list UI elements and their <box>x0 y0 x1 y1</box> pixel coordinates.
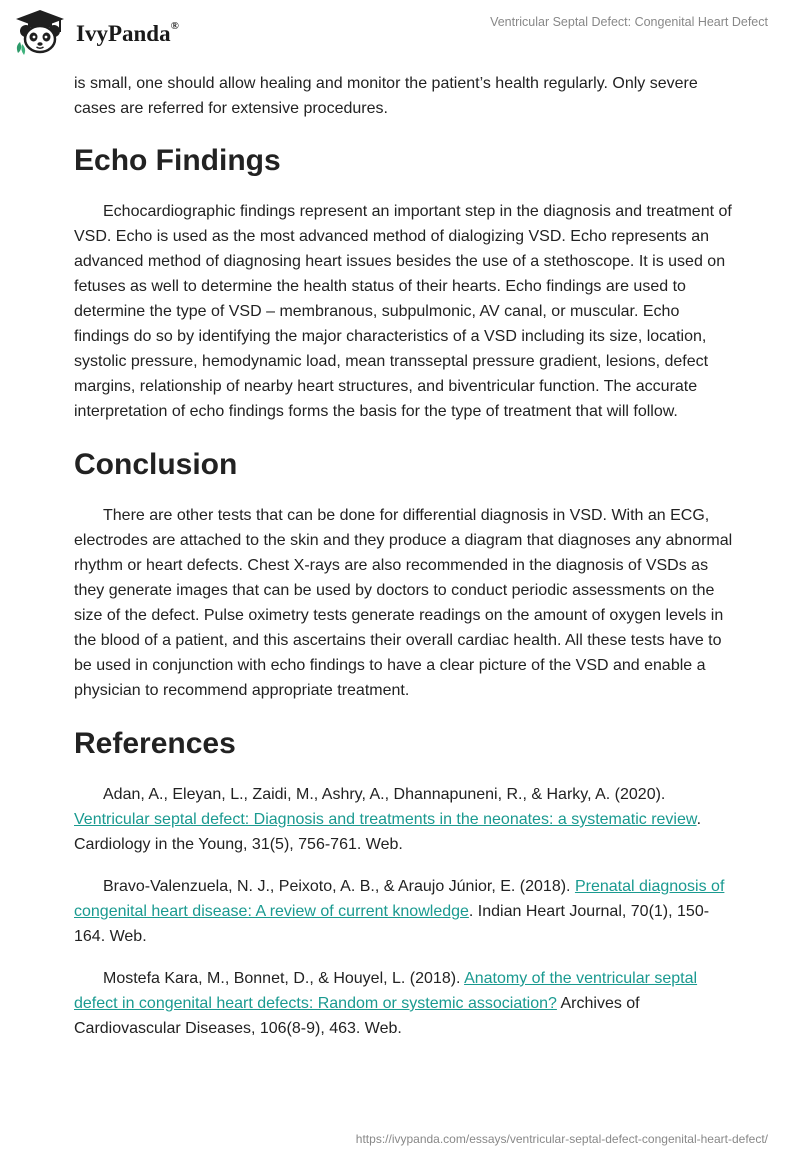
panda-graduate-icon <box>14 8 66 56</box>
reference-authors: Bravo-Valenzuela, N. J., Peixoto, A. B., & Araujo Júnior, E. (2018). <box>103 878 575 895</box>
ivypanda-logo[interactable] <box>14 8 204 56</box>
document-title: Ventricular Septal Defect: Congenital Heart Defect <box>490 15 768 29</box>
reference-authors: Mostefa Kara, M., Bonnet, D., & Houyel, L. (2018). <box>103 970 465 987</box>
reference-entry <box>74 874 734 949</box>
heading-conclusion: Conclusion <box>74 448 238 481</box>
reference-source: . Indian Heart Journal, 70(1), 150-164. Web. <box>74 903 710 945</box>
article-body <box>74 71 734 1041</box>
logo-wordmark: IvyPanda® <box>76 20 179 46</box>
heading-references: References <box>74 727 236 760</box>
footer-source-url[interactable]: https://ivypanda.com/essays/ventricular-septal-defect-congenital-heart-defect/ <box>355 1132 768 1146</box>
conclusion-paragraph: There are other tests that can be done for differential diagnosis in VSD. With an ECG, electrodes are attached to the skin and they produce a diagram that diagnoses any abnormal rhythm or heart defects. Chest X-rays are also recommended in the diagnosis of VSDs as they generate images that can be used by doctors to conduct periodic assessments on the size of the defect. Pulse oximetry tests generate readings on the amount of oxygen levels in the blood of a patient, and this ascertains their overall cardiac health. All these tests have to be used in conjunction with echo findings to have a clear picture of the VSD and enable a physician to recommend appropriate treatment. <box>74 507 733 699</box>
reference-link[interactable]: Prenatal diagnosis of congenital heart disease: A review of current knowledge <box>74 878 725 920</box>
intro-continuation-paragraph: is small, one should allow healing and monitor the patient’s health regularly. Only severe cases are referred for extensive procedures. <box>74 75 698 117</box>
reference-entry <box>74 782 734 857</box>
reference-link[interactable]: Anatomy of the ventricular septal defect in congenital heart defects: Random or systemic association? <box>74 970 698 1012</box>
reference-link[interactable]: Ventricular septal defect: Diagnosis and treatments in the neonates: a systematic review <box>74 811 697 828</box>
registered-mark: ® <box>170 20 179 32</box>
heading-echo-findings: Echo Findings <box>74 144 281 177</box>
reference-authors: Adan, A., Eleyan, L., Zaidi, M., Ashry, A., Dhannapuneni, R., & Harky, A. (2020). <box>103 786 666 803</box>
reference-source: . Cardiology in the Young, 31(5), 756-761. Web. <box>74 811 702 853</box>
reference-source: Archives of Cardiovascular Diseases, 106(8-9), 463. Web. <box>74 995 640 1037</box>
echo-findings-paragraph: Echocardiographic findings represent an important step in the diagnosis and treatment of VSD. Echo is used as the most advanced method of dialogizing VSD. Echo represents an advanced method of diagnosing heart issues besides the use of a stethoscope. It is used on fetuses as well to determine the health status of their hearts. Echo findings are used to determine the type of VSD – membranous, subpulmonic, AV canal, or muscular. Echo findings do so by identifying the major characteristics of a VSD including its size, location, systolic pressure, hemodynamic load, mean transseptal pressure gradient, lesions, defect margins, relationship of nearby heart structures, and biventricular function. The accurate interpretation of echo findings forms the basis for the type of treatment that will follow. <box>74 203 732 420</box>
reference-entry <box>74 966 734 1041</box>
page-header <box>0 0 800 70</box>
